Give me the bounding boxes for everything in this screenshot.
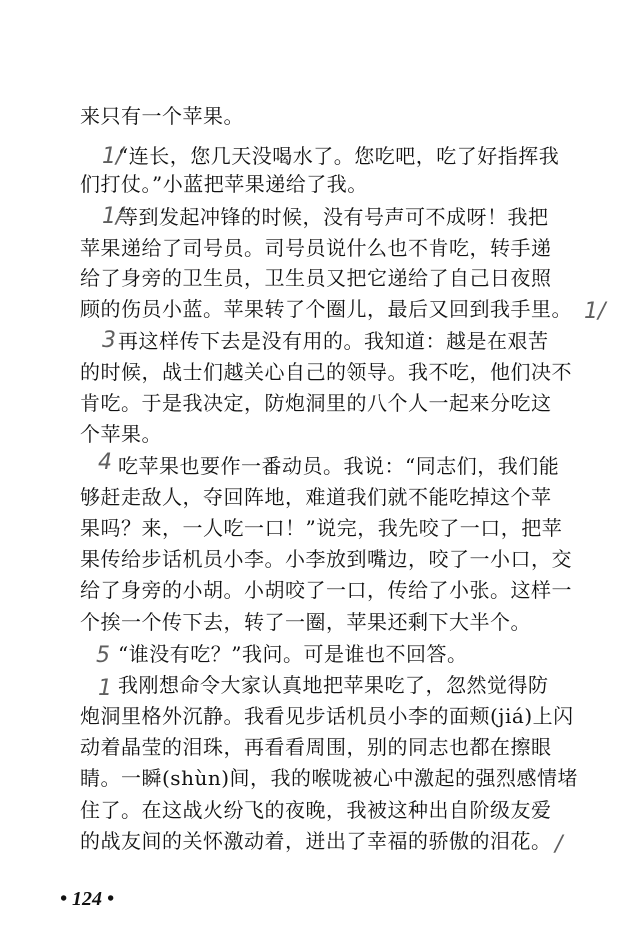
text-line: 炮洞里格外沉静。我看见步话机员小李的面颊(jiá)上闪 [80, 704, 574, 728]
text-line: 动着晶莹的泪珠，再看看周围，别的同志也都在擦眼 [80, 735, 552, 759]
text-line: 给了身旁的卫生员，卫生员又把它递给了自己日夜照 [80, 266, 552, 290]
text-line: 我刚想命令大家认真地把苹果吃了，忽然觉得防 [118, 673, 549, 697]
handwritten-mark: 1/ [584, 299, 606, 324]
text-line: “谁没有吃？”我问。可是谁也不回答。 [118, 642, 468, 666]
text-line: 再这样传下去是没有用的。我知道：越是在艰苦 [118, 329, 549, 353]
text-line: 睛。一瞬(shùn)间，我的喉咙被心中激起的强烈感情堵 [80, 766, 579, 790]
text-line: 的战友间的关怀激动着，迸出了幸福的骄傲的泪花。 [80, 829, 552, 853]
handwritten-mark: 4 [98, 450, 112, 475]
text-line: 给了身旁的小胡。小胡咬了一口，传给了小张。这样一 [80, 578, 572, 602]
text-line: 们打仗。”小蓝把苹果递给了我。 [80, 172, 368, 196]
handwritten-mark: 1 [98, 676, 112, 701]
handwritten-mark: 1/ [102, 144, 124, 169]
text-line: 顾的伤员小蓝。苹果转了个圈儿，最后又回到我手里。 [80, 297, 572, 321]
text-line: 个挨一个传下去，转了一圈，苹果还剩下大半个。 [80, 610, 531, 634]
page-number: • 124 • [60, 888, 115, 910]
text-line: 肯吃。于是我决定，防炮洞里的八个人一起来分吃这 [80, 391, 552, 415]
text-line: 吃苹果也要作一番动员。我说：“同志们，我们能 [118, 454, 560, 478]
text-line: 来只有一个苹果。 [80, 104, 244, 128]
text-line: 果传给步话机员小李。小李放到嘴边，咬了一小口，交 [80, 547, 572, 571]
text-line: 苹果递给了司号员。司号员说什么也不肯吃，转手递 [80, 236, 552, 260]
text-line: 的时候，战士们越关心自己的领导。我不吃，他们决不 [80, 360, 572, 384]
text-line: 够赶走敌人，夺回阵地，难道我们就不能吃掉这个苹 [80, 485, 552, 509]
handwritten-mark: / [555, 832, 563, 857]
text-line: “连长，您几天没喝水了。您吃吧，吃了好指挥我 [118, 144, 560, 168]
handwritten-mark: 1/ [102, 204, 124, 229]
text-line: 果吗？来，一人吃一口！”说完，我先咬了一口，把苹 [80, 516, 563, 540]
text-line: 住了。在这战火纷飞的夜晚，我被这种出自阶级友爱 [80, 798, 552, 822]
handwritten-mark: 3 [102, 328, 116, 353]
text-line: 等到发起冲锋的时候，没有号声可不成呀！我把 [118, 205, 549, 229]
handwritten-mark: 5 [96, 643, 110, 668]
text-line: 个苹果。 [80, 422, 162, 446]
